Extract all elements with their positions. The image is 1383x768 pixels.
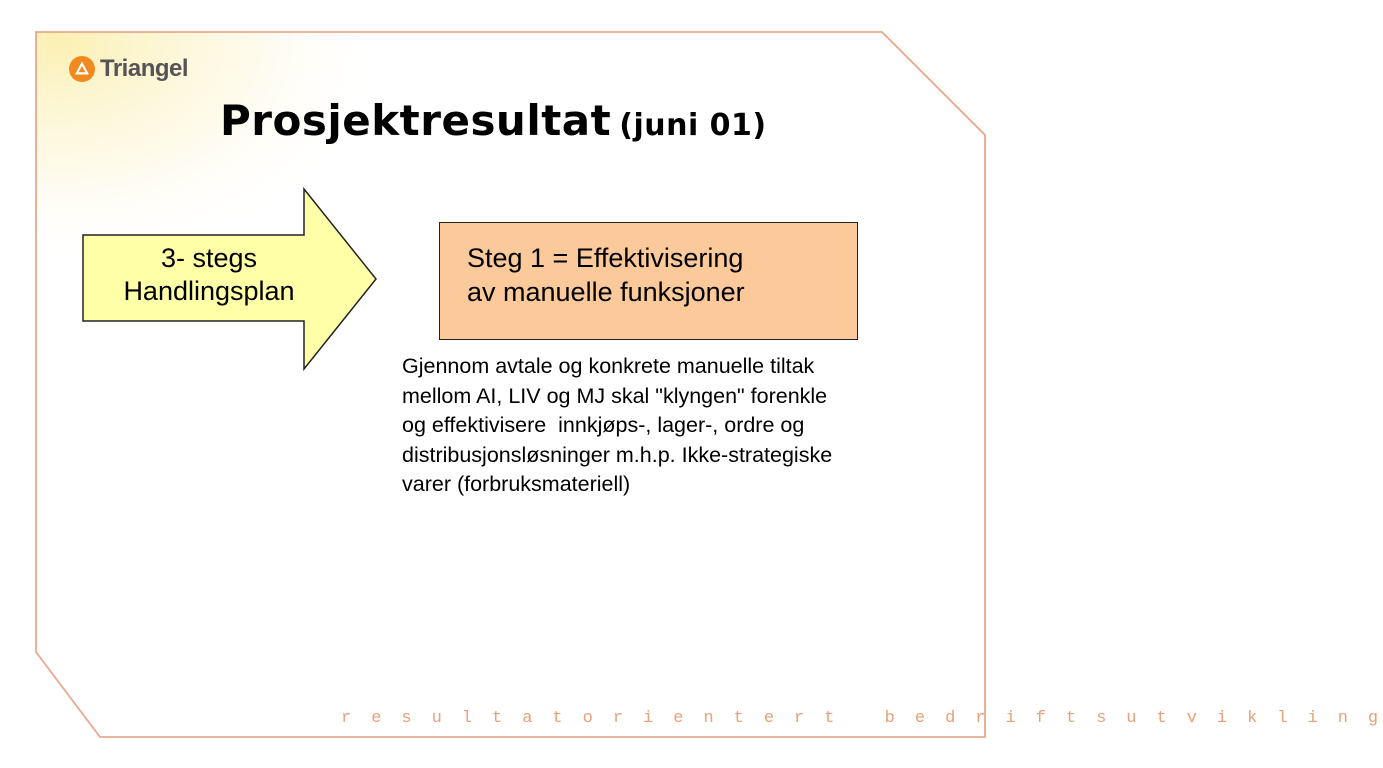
- step-1-line: av manuelle funksjoner: [467, 277, 745, 307]
- step-1-box: [439, 222, 858, 340]
- title-date: (juni 01): [619, 108, 767, 143]
- arrow-label-line: 3- stegs: [160, 243, 258, 273]
- logo-triangle-icon: [68, 55, 96, 83]
- step-1-label: [467, 241, 745, 309]
- description-line: og effektivisere innkjøps-, lager-, ordre og: [402, 413, 805, 437]
- triangel-logo: [68, 54, 188, 84]
- title-main: Prosjektresultat: [220, 96, 612, 145]
- logo-wordmark: Triangel: [100, 55, 189, 82]
- description-line: distribusjonsløsninger m.h.p. Ikke-strategiske: [402, 442, 833, 467]
- step-1-line: Steg 1 = Effektivisering: [467, 243, 744, 273]
- description-line: mellom AI, LIV og MJ skal "klyngen" forenkle: [402, 383, 828, 408]
- description-line: varer (forbruksmateriell): [402, 472, 631, 496]
- arrow-label-line: Handlingsplan: [123, 276, 295, 306]
- arrow-label: [86, 242, 332, 308]
- footer-tagline: r e s u l t a t o r i e n t e r t b e d r i f t s u t v i k l i n g: [341, 709, 1383, 728]
- step-1-description: [402, 352, 1002, 500]
- slide-title: [220, 96, 767, 145]
- description-line: Gjennom avtale og konkrete manuelle tiltak: [402, 354, 815, 378]
